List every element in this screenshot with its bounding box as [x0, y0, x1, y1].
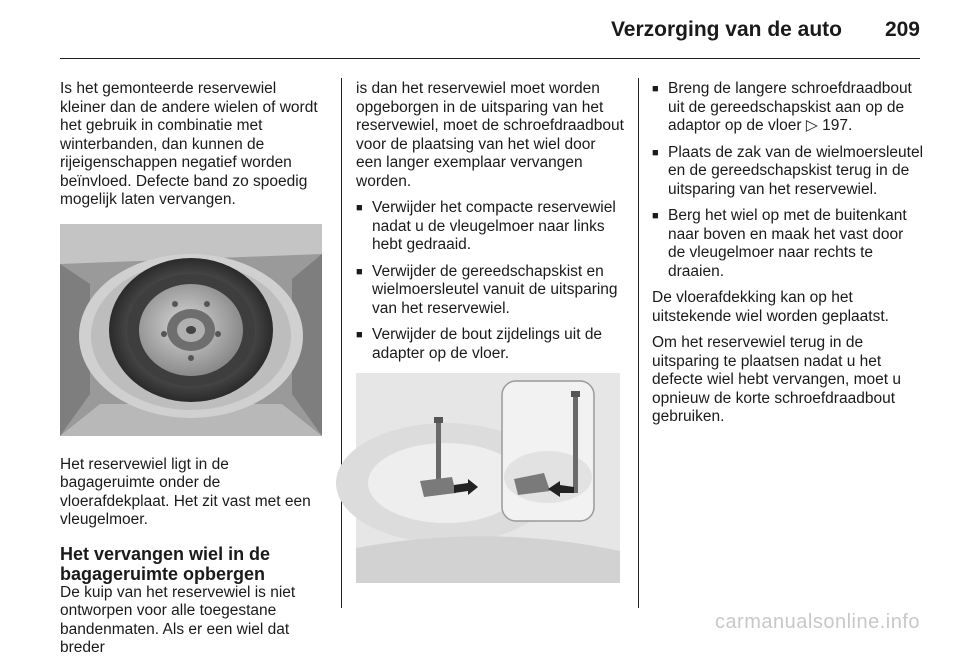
bolt-replacement-diagram — [356, 373, 620, 583]
list-item: ■ Verwijder de gereedschapskist en wielmoersleutel vanuit de uitsparing van het reservewiel. — [356, 263, 624, 319]
column-3 — [652, 80, 924, 435]
watermark: carmanualsonline.info — [714, 611, 920, 633]
section-heading: Het vervangen wiel in de bagageruimte opbergen — [60, 543, 271, 584]
list-item: ■ Verwijder de bout zijdelings uit de adapter op de vloer. — [356, 326, 624, 363]
header-rule — [60, 58, 920, 59]
continued-paragraph: is dan het reservewiel moet worden opgeborgen in de uitsparing van het reservewiel, moet de schroefdraadbout voor de plaatsing van het wiel door een langer exemplaar vervangen worden. — [356, 80, 624, 190]
column-divider-2 — [638, 78, 639, 608]
section-text: De kuip van het reservewiel is niet ontworpen voor alle toegestane bandenmaten. Als er een wiel dat breder — [60, 583, 296, 656]
spare-wheel-photo — [60, 224, 322, 436]
list-item: ■ Berg het wiel op met de buitenkant naar boven en maak het vast door de vleugelmoer naar rechts te draaien. — [652, 207, 924, 281]
list-item: ■ Plaats de zak van de wielmoersleutel en de gereedschapskist terug in de uitsparing van het reservewiel. — [652, 144, 924, 200]
header-title: Verzorging van de auto — [610, 18, 842, 41]
list-item: ■ Verwijder het compacte reservewiel nadat u de vleugelmoer naar links hebt gedraaid. — [356, 199, 624, 255]
intro-paragraph: Is het gemonteerde reservewiel kleiner dan de andere wielen of wordt het gebruik in combinatie met winterbanden, dan kunnen de rijeigenschappen negatief worden beïnvloed. Defecte band zo spoedig mogelijk laten vervangen. — [60, 80, 318, 208]
paragraph: De vloerafdekking kan op het uitstekende wiel worden geplaatst. — [652, 289, 889, 325]
paragraph: Om het reservewiel terug in de uitsparing te plaatsen nadat u het defecte wiel hebt vervangen, moet u opnieuw de korte schroefdraadbout gebruiken. — [652, 334, 902, 425]
column-1 — [60, 80, 326, 666]
column-2 — [356, 80, 624, 583]
page-number: 209 — [884, 18, 920, 41]
photo-caption: Het reservewiel ligt in de bagageruimte onder de vloerafdekplaat. Het zit vast met een vleugelmoer. — [60, 455, 311, 528]
list-item: ■ Breng de langere schroefdraadbout uit de gereedschapskist aan op de adaptor op de vloer ▷ 197. — [652, 80, 924, 136]
column-divider-1 — [341, 78, 342, 608]
